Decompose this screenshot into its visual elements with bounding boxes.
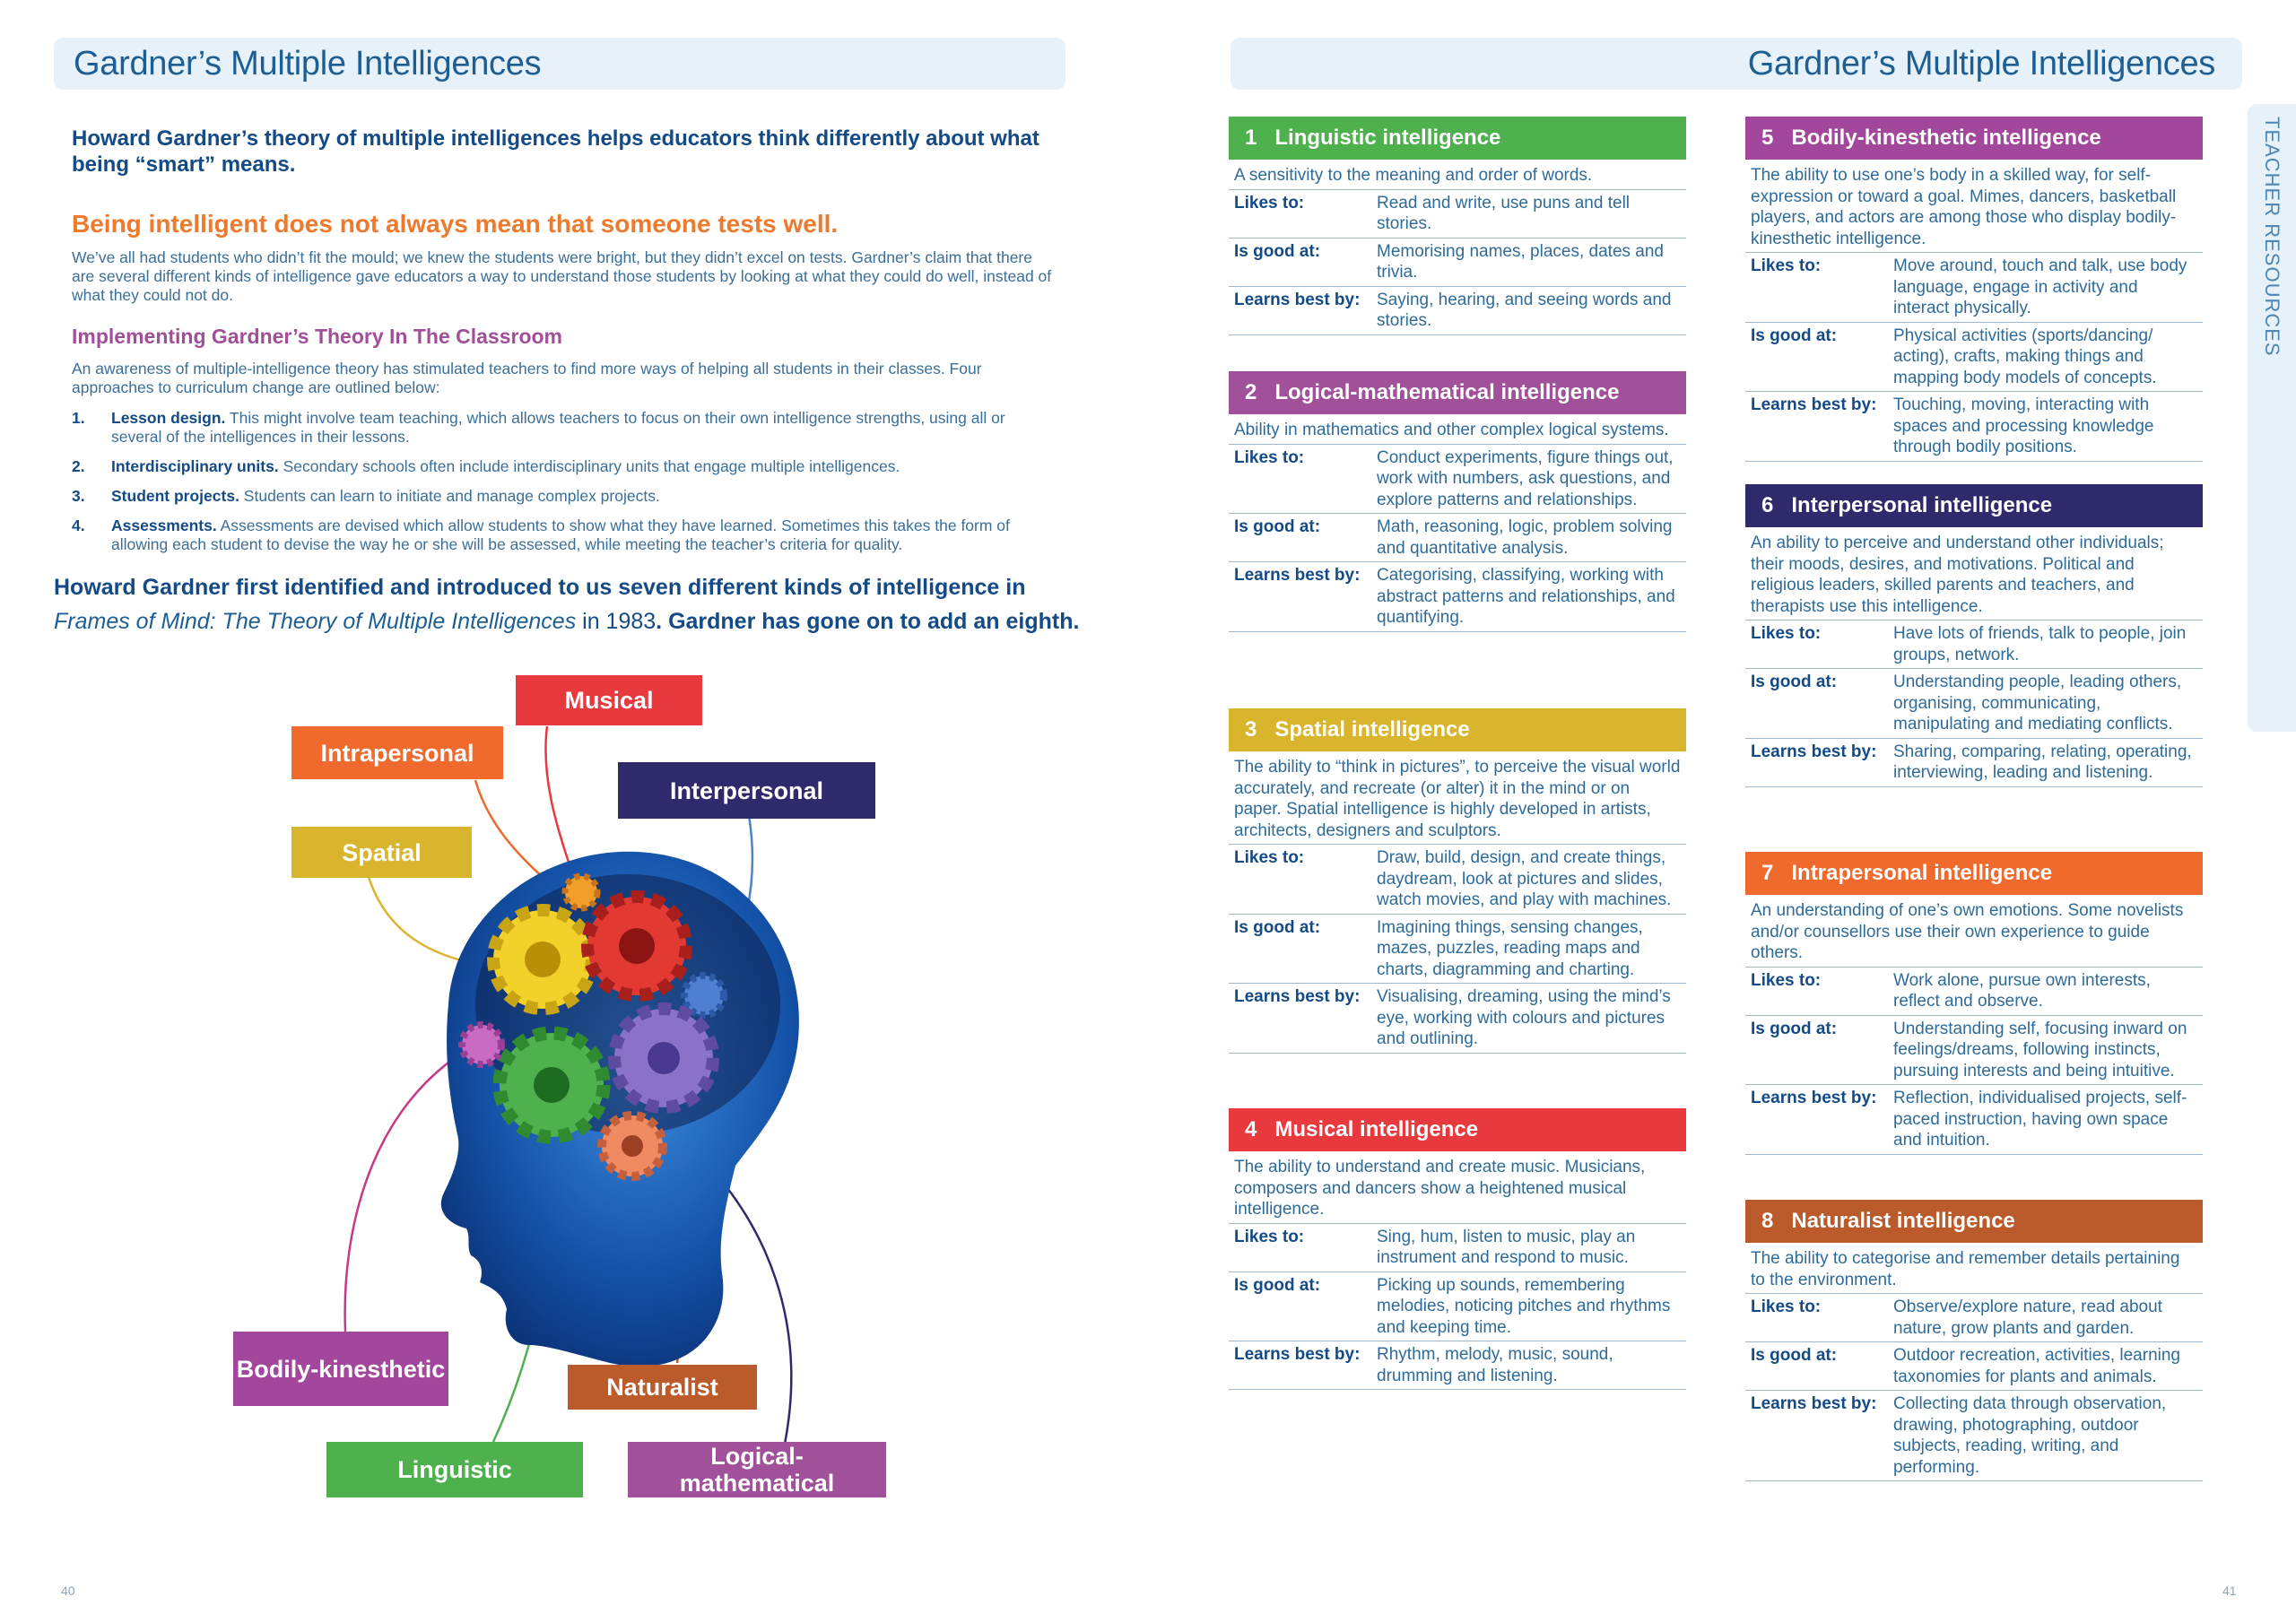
row-value: Outdoor recreation, activities, learning taxonomies for plants and animals. xyxy=(1893,1346,2180,1386)
row-value: Understanding people, leading others, organising, communicating, manipulating and mediating conflicts. xyxy=(1893,673,2182,733)
card-header xyxy=(1745,484,2203,527)
intelligence-card xyxy=(1745,117,2203,462)
list-lead: Lesson design. xyxy=(111,409,226,427)
row-value: Have lots of friends, talk to people, join groups, network. xyxy=(1893,624,2187,664)
card-header xyxy=(1745,117,2203,160)
good-at-row xyxy=(1229,915,1686,985)
teacher-resources-tab xyxy=(2248,104,2296,732)
row-label: Learns best by: xyxy=(1234,1345,1361,1364)
intelligence-card xyxy=(1229,117,1686,335)
row-label: Learns best by: xyxy=(1751,1089,1877,1107)
list-number: 2. xyxy=(72,457,85,475)
likes-row xyxy=(1229,190,1686,239)
implement-heading: Implementing Gardner’s Theory In The Classroom xyxy=(72,325,563,348)
list-text: Assessments are devised which allow students to show what they have learned. Sometimes this takes the form of allowing each student to devise the way he or she will be assessed, while meeting the teacher’s criteria for quality. xyxy=(111,516,1010,553)
card-title: Logical-mathematical intelligence xyxy=(1274,380,1620,404)
card-number: 5 xyxy=(1761,126,1774,150)
row-value: Observe/explore nature, read about nature, grow plants and garden. xyxy=(1893,1298,2162,1338)
label-linguistic: Linguistic xyxy=(326,1442,583,1497)
row-value: Sharing, comparing, relating, operating, interviewing, leading and listening. xyxy=(1893,742,2192,782)
intelligence-card xyxy=(1229,708,1686,1054)
good-at-row xyxy=(1229,1272,1686,1342)
row-value: Sing, hum, listen to music, play an instrument and respond to music. xyxy=(1377,1227,1636,1267)
card-header xyxy=(1229,371,1686,414)
row-label: Learns best by: xyxy=(1234,987,1361,1006)
intro-text: Howard Gardner’s theory of multiple intelligences helps educators think differently about what being “smart” means. xyxy=(72,126,1039,177)
list-number: 4. xyxy=(72,516,85,534)
row-value: Touching, moving, interacting with spaces and processing knowledge through bodily positions. xyxy=(1893,395,2154,456)
list-number: 1. xyxy=(72,409,85,427)
row-label: Learns best by: xyxy=(1234,566,1361,585)
list-text: Students can learn to initiate and manage complex projects. xyxy=(239,487,660,505)
good-at-row xyxy=(1229,514,1686,562)
row-label: Likes to: xyxy=(1234,848,1305,867)
list-number: 3. xyxy=(72,487,85,505)
card-title: Spatial intelligence xyxy=(1274,717,1470,742)
row-value: Conduct experiments, figure things out, work with numbers, ask questions, and explore patterns and relationships. xyxy=(1377,447,1674,509)
good-at-row xyxy=(1745,1016,2203,1086)
card-title: Musical intelligence xyxy=(1274,1117,1479,1141)
likes-row xyxy=(1745,968,2203,1016)
list-text: Secondary schools often include interdisciplinary units that engage multiple intelligences. xyxy=(278,457,900,475)
row-value: Saying, hearing, and seeing words and stories. xyxy=(1377,290,1672,330)
list-item xyxy=(72,487,1058,506)
row-label: Learns best by: xyxy=(1751,395,1877,414)
likes-row xyxy=(1745,1294,2203,1342)
row-label: Is good at: xyxy=(1751,1346,1838,1365)
card-number: 2 xyxy=(1245,380,1257,404)
row-label: Likes to: xyxy=(1751,970,1822,990)
label-interpersonal: Interpersonal xyxy=(618,762,875,819)
likes-row xyxy=(1229,845,1686,915)
card-title: Intrapersonal intelligence xyxy=(1791,861,2053,885)
row-label: Learns best by: xyxy=(1751,1394,1877,1413)
approaches-list xyxy=(72,409,1058,565)
side-tab-label: TEACHER RESOURCES xyxy=(2261,117,2283,357)
row-value: Reflection, individualised projects, self-paced instruction, having own space and intuition. xyxy=(1893,1089,2187,1150)
row-label: Learns best by: xyxy=(1234,290,1361,309)
card-number: 4 xyxy=(1245,1117,1257,1141)
card-description: Ability in mathematics and other complex logical systems. xyxy=(1229,414,1686,445)
intelligence-card xyxy=(1745,852,2203,1155)
gardner-tail: . Gardner has gone on to add an eighth. xyxy=(656,609,1080,634)
good-at-row xyxy=(1229,239,1686,287)
row-label: Likes to: xyxy=(1751,1298,1822,1316)
likes-row xyxy=(1229,445,1686,515)
likes-row xyxy=(1745,253,2203,323)
list-text: This might involve team teaching, which allows teachers to focus on their own intelligence strengths, using all or several of the intelligences in their lessons. xyxy=(111,409,1005,446)
card-description: An ability to perceive and understand other individuals; their moods, desires, and motivations. Political and religious leaders, skilled parents and teachers, and therapists use this intelligence. xyxy=(1745,527,2203,621)
row-value: Memorising names, places, dates and trivia. xyxy=(1377,241,1664,282)
row-label: Is good at: xyxy=(1751,1019,1838,1038)
row-label: Is good at: xyxy=(1234,517,1321,536)
card-description: A sensitivity to the meaning and order of words. xyxy=(1229,160,1686,190)
row-value: Categorising, classifying, working with abstract patterns and relationships, and quantifying. xyxy=(1377,566,1675,627)
right-page xyxy=(1148,0,2296,1623)
page-number: 40 xyxy=(61,1584,75,1598)
card-header xyxy=(1229,1108,1686,1151)
subheading: Being intelligent does not always mean that someone tests well. xyxy=(72,210,839,238)
likes-row xyxy=(1229,1224,1686,1272)
list-item xyxy=(72,516,1058,554)
card-description: The ability to understand and create music. Musicians, composers and dancers show a heightened musical intelligence. xyxy=(1229,1151,1686,1224)
list-lead: Assessments. xyxy=(111,516,217,534)
learns-best-row xyxy=(1229,287,1686,335)
card-number: 7 xyxy=(1761,861,1774,885)
learns-best-row xyxy=(1229,1341,1686,1390)
intelligence-card xyxy=(1745,1200,2203,1481)
row-label: Learns best by: xyxy=(1751,742,1877,761)
card-header xyxy=(1745,1200,2203,1243)
paragraph-2: An awareness of multiple-intelligence theory has stimulated teachers to find more ways of helping all students in their classes. Four approaches to curriculum change are outlined below: xyxy=(72,360,982,396)
good-at-row xyxy=(1745,323,2203,393)
card-number: 6 xyxy=(1761,493,1774,517)
card-description: The ability to “think in pictures”, to perceive the visual world accurately, and recreate (or alter) it in the mind or on paper. Spatial intelligence is highly developed in artists, architects, designers and sculptors. xyxy=(1229,751,1686,845)
learns-best-row xyxy=(1229,984,1686,1054)
card-header xyxy=(1229,708,1686,751)
row-label: Likes to: xyxy=(1751,624,1822,643)
list-item xyxy=(72,457,1058,476)
row-value: Work alone, pursue own interests, reflect and observe. xyxy=(1893,970,2151,1011)
learns-best-row xyxy=(1745,739,2203,787)
learns-best-row xyxy=(1745,1085,2203,1155)
label-naturalist: Naturalist xyxy=(568,1365,757,1410)
paragraph-1: We’ve all had students who didn’t fit the mould; we knew the students were bright, but they didn’t excel on tests. Gardner’s claim that there are several different kinds of intelligence gave educators a way to understand those students by looking at what they could do well, instead of what they could not do. xyxy=(72,248,1052,304)
row-label: Likes to: xyxy=(1751,256,1822,275)
card-description: The ability to categorise and remember details pertaining to the environment. xyxy=(1745,1243,2203,1294)
good-at-row xyxy=(1745,669,2203,739)
gardner-year: in 1983 xyxy=(576,609,657,634)
row-label: Is good at: xyxy=(1751,325,1838,345)
row-value: Collecting data through observation, drawing, photographing, outdoor subjects, reading, writing, and performing. xyxy=(1893,1394,2167,1477)
card-header xyxy=(1745,852,2203,895)
row-label: Is good at: xyxy=(1751,673,1838,691)
gardner-statement xyxy=(54,570,1094,638)
card-description: The ability to use one’s body in a skilled way, for self-expression or toward a goal. Mimes, dancers, basketball players, and actors are among those who display bodily-kinesthetic intelligence. xyxy=(1745,160,2203,253)
row-label: Likes to: xyxy=(1234,1227,1305,1246)
row-value: Visualising, dreaming, using the mind’s eye, working with colours and pictures and outlining. xyxy=(1377,987,1671,1048)
row-value: Rhythm, melody, music, sound, drumming and listening. xyxy=(1377,1345,1613,1385)
intelligence-card xyxy=(1229,1108,1686,1390)
card-number: 1 xyxy=(1245,126,1257,150)
book-title: Frames of Mind: The Theory of Multiple Intelligences xyxy=(54,609,577,634)
label-logical-line-2: mathematical xyxy=(679,1470,835,1497)
row-value: Understanding self, focusing inward on feelings/dreams, following instincts, pursuing interests and being intuitive. xyxy=(1893,1019,2187,1081)
learns-best-row xyxy=(1745,392,2203,462)
page-title: Gardner’s Multiple Intelligences xyxy=(54,38,1065,90)
card-header xyxy=(1229,117,1686,160)
row-label: Likes to: xyxy=(1234,447,1305,467)
card-number: 8 xyxy=(1761,1209,1774,1233)
label-logical-line-1: Logical- xyxy=(710,1443,804,1470)
gardner-line-1: Howard Gardner first identified and introduced to us seven different kinds of intelligence in xyxy=(54,575,1026,600)
list-lead: Interdisciplinary units. xyxy=(111,457,279,475)
row-value: Draw, build, design, and create things, daydream, look at pictures and slides, watch movies, and play with machines. xyxy=(1377,848,1672,909)
label-musical: Musical xyxy=(516,675,702,725)
intelligence-card xyxy=(1229,371,1686,632)
label-intrapersonal: Intrapersonal xyxy=(291,726,503,779)
row-label: Likes to: xyxy=(1234,193,1305,213)
likes-row xyxy=(1745,621,2203,669)
card-description: An understanding of one’s own emotions. Some novelists and/or counsellors use their own experience to guide others. xyxy=(1745,895,2203,968)
row-label: Is good at: xyxy=(1234,241,1321,261)
learns-best-row xyxy=(1229,562,1686,632)
row-value: Imagining things, sensing changes, mazes, puzzles, reading maps and charts, diagramming and charting. xyxy=(1377,917,1643,979)
card-number: 3 xyxy=(1245,717,1257,742)
row-value: Picking up sounds, remembering melodies, noticing pitches and rhythms and keeping time. xyxy=(1377,1275,1671,1337)
page-title: Gardner’s Multiple Intelligences xyxy=(1231,38,2242,90)
row-label: Is good at: xyxy=(1234,1275,1321,1295)
learns-best-row xyxy=(1745,1391,2203,1481)
list-lead: Student projects. xyxy=(111,487,239,505)
card-title: Linguistic intelligence xyxy=(1274,126,1501,150)
row-value: Move around, touch and talk, use body language, engage in activity and interact physically. xyxy=(1893,256,2187,317)
row-value: Physical activities (sports/dancing/ acting), crafts, making things and mapping body models of concepts. xyxy=(1893,325,2157,387)
card-title: Interpersonal intelligence xyxy=(1791,493,2053,517)
row-value: Math, reasoning, logic, problem solving and quantitative analysis. xyxy=(1377,517,1673,558)
good-at-row xyxy=(1745,1342,2203,1391)
label-logical-mathematical xyxy=(628,1442,886,1497)
card-title: Naturalist intelligence xyxy=(1791,1209,2015,1233)
intelligence-card xyxy=(1745,484,2203,787)
label-spatial: Spatial xyxy=(291,827,472,878)
card-title: Bodily-kinesthetic intelligence xyxy=(1791,126,2101,150)
label-bodily-kinesthetic: Bodily-kinesthetic xyxy=(233,1332,448,1406)
page-number: 41 xyxy=(2222,1584,2237,1598)
row-label: Is good at: xyxy=(1234,917,1321,937)
row-value: Read and write, use puns and tell stories. xyxy=(1377,193,1631,233)
list-item xyxy=(72,409,1058,447)
